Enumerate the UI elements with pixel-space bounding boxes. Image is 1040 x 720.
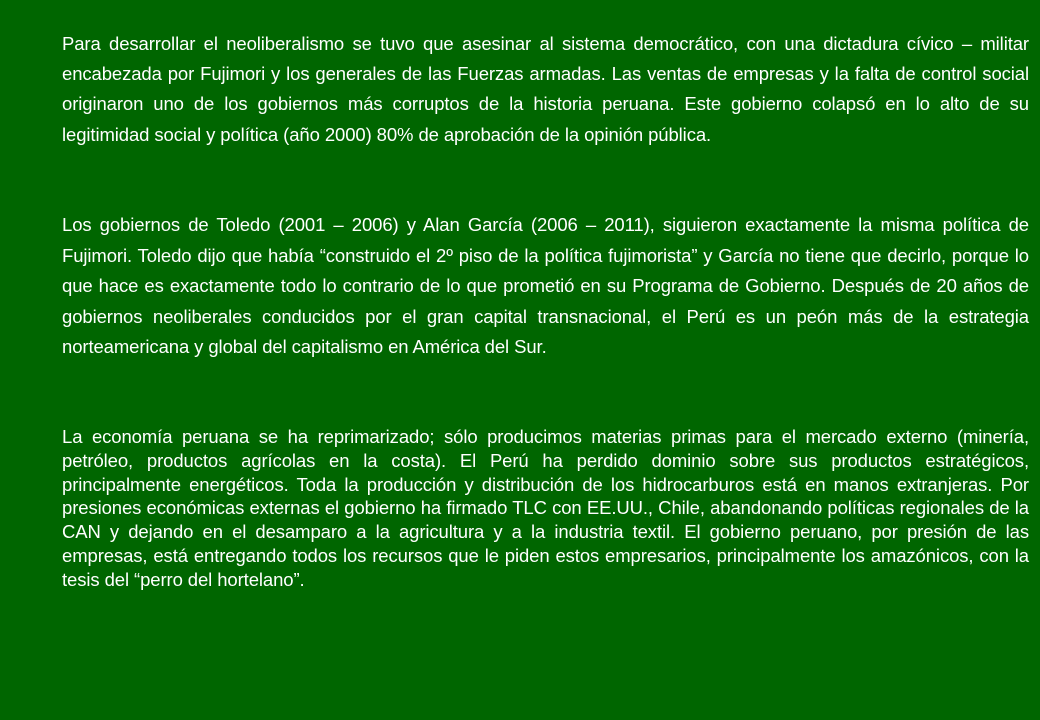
paragraph-neoliberalism-fujimori: Para desarrollar el neoliberalismo se tuvo que asesinar al sistema democrático, con una dictadura cívico – militar encabezada por Fujimori y los generales de las Fuerzas armadas. Las ventas de empresas y la falta de control social originaron uno de los gobiernos más corruptos de la historia peruana. Este gobierno colapsó en lo alto de su legitimidad social y política (año 2000) 80% de aprobación de la opinión pública.	[62, 33, 1029, 145]
paragraph-peruvian-economy: La economía peruana se ha reprimarizado; sólo producimos materias primas para el mercado externo (minería, petróleo, productos agrícolas en la costa). El Perú ha perdido dominio sobre sus productos estratégicos, principalmente energéticos. Toda la producción y distribución de los hidrocarburos está en manos extranjeras. Por presiones económicas externas el gobierno ha firmado TLC con EE.UU., Chile, abandonando políticas regionales de la CAN y dejando en el desamparo a la agricultura y a la industria textil. El gobierno peruano, por presión de las empresas, está entregando todos los recursos que le piden estos empresarios, principalmente los amazónicos, con la tesis del “perro del hortelano”.	[62, 426, 1029, 590]
paragraph-toledo-garcia: Los gobiernos de Toledo (2001 – 2006) y Alan García (2006 – 2011), siguieron exactamente la misma política de Fujimori. Toledo dijo que había “construido el 2º piso de la política fujimorista” y García no tiene que decirlo, porque lo que hace es exactamente todo lo contrario de lo que prometió en su Programa de Gobierno. Después de 20 años de gobiernos neoliberales conducidos por el gran capital transnacional, el Perú es un peón más de la estrategia norteamericana y global del capitalismo en América del Sur.	[62, 214, 1029, 357]
